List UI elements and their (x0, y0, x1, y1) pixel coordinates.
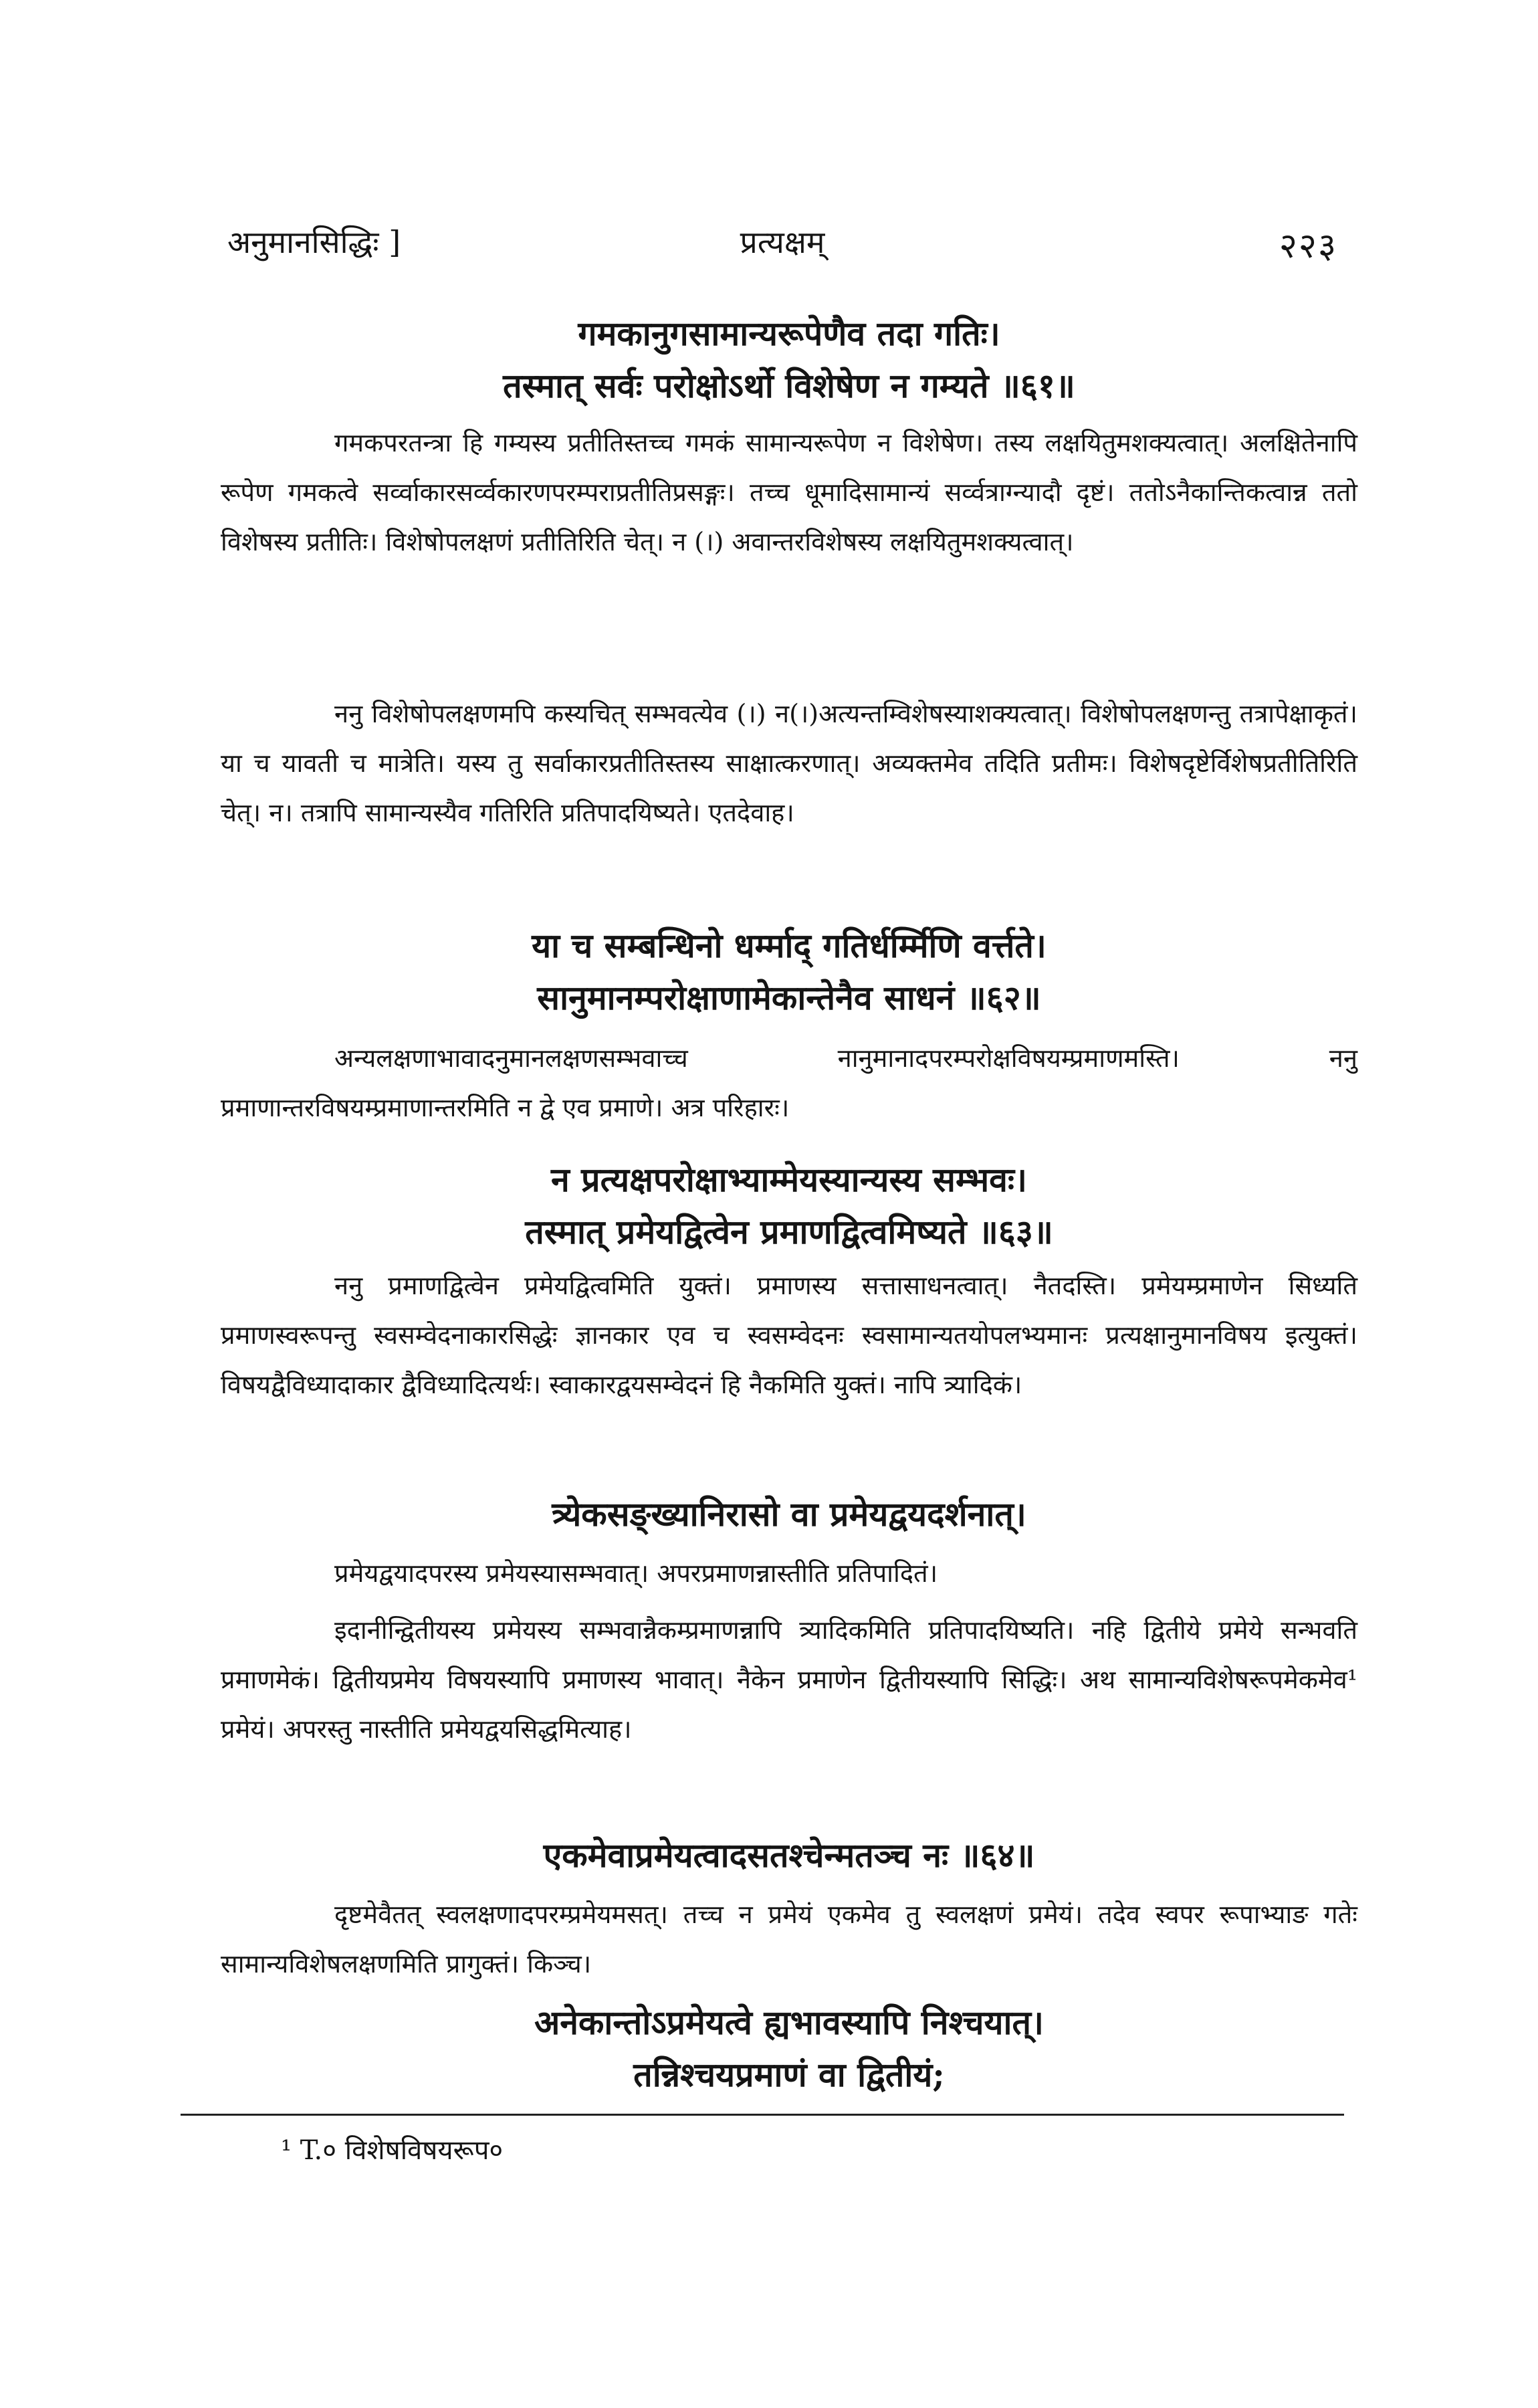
verse-line: गमकानुगसामान्यरूपेणैव तदा गतिः। (578, 314, 1000, 353)
verse-line: तस्मात् प्रमेयद्वित्वेन प्रमाणद्वित्वमिष्यते ॥६३॥ (525, 1212, 1053, 1251)
prose-paragraph: इदानीन्द्वितीयस्य प्रमेयस्य सम्भवान्नैकम्प्रमाणन्नापि त्र्यादिकमिति प्रतिपादयिष्यति। नहि द्वितीये प्रमेये सन्भवति प्रमाणमेकं। द्वितीयप्रमेय विषयस्यापि प्रमाणस्य भावात्। नैकेन प्रमाणेन द्वितीयस्यापि सिद्धिः। अथ सामान्यविशेषरूपमेकमेव¹ प्रमेयं। अपरस्तु नास्तीति प्रमेयद्वयसिद्धमित्याह। (221, 1615, 1357, 1744)
verse-line: न प्रत्यक्षपरोक्षाभ्याम्मेयस्यान्यस्य सम्भवः। (551, 1160, 1027, 1199)
verse-line: तन्निश्चयप्रमाणं वा द्वितीयं; (633, 2055, 945, 2094)
prose-paragraph: ननु प्रमाणद्वित्वेन प्रमेयद्वित्वमिति युक्तं। प्रमाणस्य सत्तासाधनत्वात्। नैतदस्ति। प्रमेयम्प्रमाणेन सिध्यति प्रमाणस्वरूपन्तु स्वसम्वेदनाकारसिद्धेः ज्ञानकार एव च स्वसम्वेदनः स्वसामान्यतयोपलभ्यमानः प्रत्यक्षानुमानविषय इत्युक्तं। विषयद्वैविध्यादाकार द्वैविध्यादित्यर्थः। स्वाकारद्वयसम्वेदनं हि नैकमिति युक्तं। नापि त्र्यादिकं। (221, 1271, 1357, 1399)
verse-half (221, 1488, 1357, 1540)
verse-line: सानुमानम्परोक्षाणामेकान्तेनैव साधनं ॥६२॥ (537, 978, 1041, 1017)
prose-paragraph: गमकपरतन्त्रा हि गम्यस्य प्रतीतिस्तच्च गमकं सामान्यरूपेण न विशेषेण। तस्य लक्षयितुमशक्यत्वात्। अलक्षितेनापि रूपेण गमकत्वे सर्व्वाकारसर्व्वकारणपरम्पराप्रतीतिप्रसङ्गः। तच्च धूमादिसामान्यं सर्व्वत्राग्न्यादौ दृष्टं। ततोऽनैकान्तिकत्वान्न ततो विशेषस्य प्रतीतिः। विशेषोपलक्षणं प्रतीतिरिति चेत्। न (।) अवान्तरविशेषस्य लक्षयितुमशक्यत्वात्। (221, 428, 1357, 557)
verse-65 (221, 1997, 1357, 2101)
verse-64 (221, 1829, 1357, 1882)
verse-62 (221, 920, 1357, 1024)
section-title: अनुमानसिद्धिः ] (227, 224, 401, 260)
verse-line: तस्मात् सर्वः परोक्षोऽर्थो विशेषेण न गम्यते ॥६१॥ (503, 366, 1075, 405)
verse-63 (221, 1154, 1357, 1258)
prose-paragraph: प्रमेयद्वयादपरस्य प्रमेयस्यासम्भवात्। अपरप्रमाणन्नास्तीति प्रतिपादितं। (334, 1559, 938, 1588)
verse-line: एकमेवाप्रमेयत्वादसतश्चेन्मतञ्च नः ॥६४॥ (543, 1835, 1035, 1875)
verse-line: अनेकान्तोऽप्रमेयत्वे ह्यभावस्यापि निश्चयात्। (534, 2003, 1044, 2042)
prose-paragraph: दृष्टमेवैतत् स्वलक्षणादपरम्प्रमेयमसत्। तच्च न प्रमेयं एकमेव तु स्वलक्षणं प्रमेयं। तदेव स्वपर रूपाभ्याङ गतेः सामान्यविशेषलक्षणमिति प्रागुक्तं। किञ्च। (221, 1900, 1357, 1979)
verse-line: या च सम्बन्धिनो धर्म्माद् गतिर्धर्म्मिणि वर्त्तते। (532, 926, 1047, 965)
footnote: ¹ T.० विशेषविषयरूप० (281, 2135, 504, 2166)
running-header (227, 221, 1337, 281)
verse-line: त्र्येकसङ्ख्यानिरासो वा प्रमेयद्वयदर्शनात्। (552, 1494, 1026, 1534)
footnote-divider (181, 2114, 1344, 2116)
chapter-title: प्रत्यक्षम् (740, 224, 825, 260)
prose-paragraph: ननु विशेषोपलक्षणमपि कस्यचित् सम्भवत्येव (।) न(।)अत्यन्तम्विशेषस्याशक्यत्वात्। विशेषोपलक्षणन्तु तत्रापेक्षाकृतं। या च यावती च मात्रेति। यस्य तु सर्वाकारप्रतीतिस्तस्य साक्षात्करणात्। अव्यक्तमेव तदिति प्रतीमः। विशेषदृष्टेर्विशेषप्रतीतिरिति चेत्। न। तत्रापि सामान्यस्यैव गतिरिति प्रतिपादयिष्यते। एतदेवाह। (221, 699, 1357, 827)
page-number: २२३ (1279, 226, 1337, 266)
prose-paragraph: अन्यलक्षणाभावादनुमानलक्षणसम्भवाच्च नानुमानादपरम्परोक्षविषयम्प्रमाणमस्ति। ननु प्रमाणान्तरविषयम्प्रमाणान्तरमिति न द्वे एव प्रमाणे। अत्र परिहारः। (221, 1043, 1357, 1122)
verse-61 (221, 308, 1357, 412)
